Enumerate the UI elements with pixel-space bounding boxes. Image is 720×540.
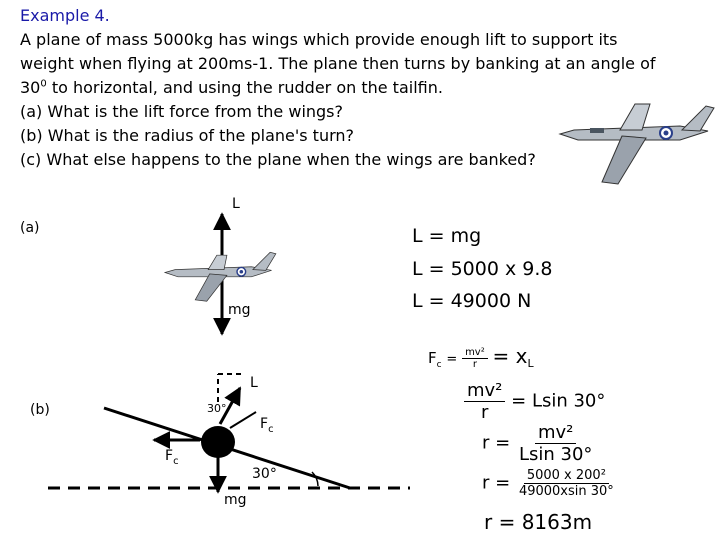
numerator: mv²: [464, 380, 505, 402]
fc-subscript: c: [436, 360, 442, 370]
eq1-rhs: = x: [492, 344, 528, 368]
fc-subscript: c: [268, 423, 274, 435]
denominator: Lsin 30°: [518, 444, 593, 465]
equation-a-2: L = 5000 x 9.8: [412, 258, 553, 280]
numerator: mv²: [462, 347, 488, 359]
angle-value: 30: [20, 78, 41, 97]
fc-right-line: [230, 412, 256, 428]
numerator: mv²: [535, 422, 576, 444]
fraction-mv2-r: [462, 347, 488, 370]
equation-b-1: $F_c$ = $\frac{\text{mv²}}{r}$ = $x_L$: [428, 344, 534, 370]
question-a: (a) What is the lift force from the wings?: [20, 102, 344, 121]
airplane-icon: [165, 252, 276, 301]
fc-symbol: F: [260, 416, 269, 432]
numerator: 5000 x 200²: [524, 468, 609, 484]
plane-body-circle: [201, 426, 235, 458]
angle-degree: 0: [40, 78, 47, 90]
part-b-label: (b): [30, 402, 50, 418]
lift-label-b: L: [250, 375, 258, 391]
equation-a-1: L = mg: [412, 225, 482, 247]
angle-label-top: 30°: [207, 402, 227, 415]
denominator: r: [472, 359, 477, 370]
bank-angle-label: 30°: [252, 466, 277, 482]
denominator: r: [481, 402, 489, 423]
fraction-mv2-r: [464, 380, 505, 423]
bank-angle-arc: [312, 472, 318, 486]
weight-label-b: mg: [224, 492, 247, 508]
denominator: 49000xsin 30°: [518, 484, 614, 499]
equation-b-2: [464, 380, 605, 423]
eq4-lhs: r =: [482, 472, 511, 494]
equation-b-4: [482, 468, 617, 499]
fc-right-label: [260, 416, 274, 435]
fraction-values: [516, 468, 617, 499]
equation-b-3: [482, 422, 595, 465]
example-title: Example 4.: [20, 6, 110, 25]
statement-line-2: weight when flying at 200ms-1. The plane then turns by banking at an angle of: [20, 54, 656, 73]
eq1-rhs-sub: L: [527, 357, 534, 370]
statement-line-1: A plane of mass 5000kg has wings which provide enough lift to support its: [20, 30, 618, 49]
statement-line-3-text: to horizontal, and using the rudder on the tailfin.: [46, 78, 443, 97]
eq2-rhs: = Lsin 30°: [511, 390, 606, 412]
fc-left-label: [165, 448, 179, 467]
weight-label-a: mg: [228, 302, 251, 318]
question-b: (b) What is the radius of the plane's turn?: [20, 126, 355, 145]
eq3-lhs: r =: [482, 432, 511, 454]
airplane-icon: [560, 104, 714, 184]
fc-symbol: F: [428, 349, 437, 367]
equation-a-3: L = 49000 N: [412, 290, 532, 312]
part-a-label: (a): [20, 220, 40, 236]
fc-symbol: F: [165, 448, 174, 464]
fc-subscript: c: [173, 455, 179, 467]
question-c: (c) What else happens to the plane when the wings are banked?: [20, 150, 536, 169]
lift-label-a: L: [232, 196, 240, 212]
result-radius: r = 8163m: [484, 510, 593, 534]
fraction-mv2-lsin: [516, 422, 595, 465]
